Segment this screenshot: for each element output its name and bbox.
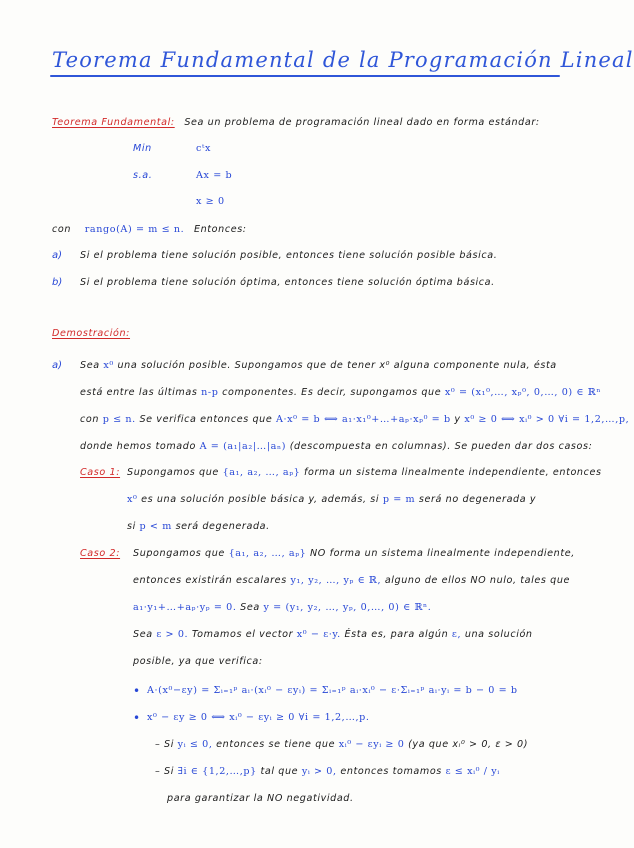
caso2-label: Caso 2:	[80, 548, 121, 559]
result: xᵢ⁰ − εyᵢ ≥ 0	[338, 739, 405, 750]
matrix-a: A = (a₁|a₂|…|aₙ)	[199, 441, 287, 452]
column-set: {a₁, a₂, …, aₚ}	[222, 467, 301, 478]
min-label: Min	[133, 143, 152, 154]
nonneg-constraint: x ≥ 0	[196, 196, 225, 207]
caso2-line-4	[133, 629, 533, 640]
caso1-line-2	[127, 494, 536, 505]
theorem-label: Teorema Fundamental:	[52, 117, 175, 128]
proof-label: Demostración:	[52, 328, 131, 339]
condition: yᵢ ≤ 0,	[177, 739, 213, 750]
text: Ésta es, para algún	[344, 629, 449, 640]
text: está entre las últimas	[80, 387, 198, 398]
y-vector: y = (y₁, y₂, …, yₚ, 0,…, 0) ∈ ℝⁿ.	[263, 602, 432, 613]
n-minus-p: n-p	[201, 387, 219, 398]
equation-ax: A·x⁰ = b ⟺ a₁·x₁⁰+…+aₚ·xₚ⁰ = b	[275, 414, 451, 425]
proof-line-3	[80, 414, 629, 425]
sub-case-2	[155, 766, 500, 777]
scalars-y: y₁, y₂, …, yₚ ∈ ℝ,	[290, 575, 382, 586]
caso2-line-3	[133, 602, 431, 613]
text: y	[454, 414, 461, 425]
sa-label: s.a.	[133, 170, 153, 181]
text: componentes. Es decir, supongamos que	[222, 387, 442, 398]
text: Tomamos el vector	[191, 629, 294, 640]
rank-line	[52, 224, 247, 235]
theorem-intro: Sea un problema de programación lineal dado en forma estándar:	[184, 117, 540, 128]
text: Sea	[240, 602, 260, 613]
text: será degenerada.	[175, 521, 270, 532]
equation-nonneg: x⁰ ≥ 0 ⟺ xᵢ⁰ > 0 ∀i = 1,2,…,p,	[464, 414, 630, 425]
text: – Si	[155, 739, 175, 750]
condition-2: yᵢ > 0,	[301, 766, 337, 777]
bullet-icon: •	[133, 711, 141, 725]
text: con	[80, 414, 100, 425]
text: si	[127, 521, 136, 532]
caso2-line-5: posible, ya que verifica:	[133, 656, 263, 667]
title-underline	[50, 75, 560, 77]
bullet-2-equation: x⁰ − εy ≥ 0 ⟺ xᵢ⁰ − εyᵢ ≥ 0 ∀i = 1,2,…,p.	[147, 712, 370, 723]
item-b-label: b)	[52, 277, 63, 288]
condition: ∃i ∈ {1,2,…,p}	[177, 766, 257, 777]
text: entonces se tiene que	[216, 739, 336, 750]
item-a-text: Si el problema tiene solución posible, entonces tiene solución posible básica.	[80, 250, 498, 261]
bullet-1-equation: A·(x⁰−εy) = Σᵢ₌₁ᵖ aᵢ·(xᵢ⁰ − εyᵢ) = Σᵢ₌₁ᵖ aᵢ·xᵢ⁰ − ε·Σᵢ₌₁ᵖ aᵢ·yᵢ = b − 0 = b	[147, 685, 518, 696]
objective: cᵗx	[196, 143, 211, 154]
text: – Si	[155, 766, 175, 777]
x0-symbol: x⁰	[103, 360, 114, 371]
text: (ya que xᵢ⁰ > 0, ε > 0)	[408, 739, 529, 750]
text: entonces existirán escalares	[133, 575, 287, 586]
text: (descompuesta en columnas). Se pueden dar dos casos:	[289, 441, 593, 452]
proof-line-2	[80, 387, 601, 398]
caso1-label: Caso 1:	[80, 467, 121, 478]
item-b-text: Si el problema tiene solución óptima, entonces tiene solución óptima básica.	[80, 277, 495, 288]
proof-line-4	[80, 441, 592, 452]
proof-a-label: a)	[52, 360, 63, 371]
p-eq-m: p = m	[382, 494, 416, 505]
text: Supongamos que	[127, 467, 219, 478]
text: Sea	[80, 360, 100, 371]
text: Sea	[133, 629, 153, 640]
x0-symbol: x⁰	[127, 494, 138, 505]
theorem-statement-line	[52, 117, 540, 128]
entonces-text: Entonces:	[193, 224, 247, 235]
sub-case-1	[155, 739, 528, 750]
text: NO forma un sistema linealmente independiente,	[310, 548, 575, 559]
con-prefix: con	[52, 224, 72, 235]
item-a-label: a)	[52, 250, 63, 261]
text: una solución	[464, 629, 533, 640]
caso2-line-1	[133, 548, 575, 559]
p-lt-m: p < m	[139, 521, 172, 532]
last-line: para garantizar la NO negatividad.	[167, 793, 354, 804]
text: alguno de ellos NO nulo, tales que	[384, 575, 571, 586]
page-title: Teorema Fundamental de la Programación Lineal	[52, 48, 634, 72]
epsilon-bound: ε ≤ xᵢ⁰ / yᵢ	[445, 766, 500, 777]
caso1-line-1	[127, 467, 602, 478]
epsilon-positive: ε > 0.	[156, 629, 189, 640]
epsilon: ε,	[451, 629, 462, 640]
text: tal que	[260, 766, 299, 777]
text: donde hemos tomado	[80, 441, 196, 452]
proof-line-1	[80, 360, 557, 371]
rank-condition: rango(A) = m ≤ n.	[84, 224, 185, 235]
text: Supongamos que	[133, 548, 225, 559]
column-set: {a₁, a₂, …, aₚ}	[228, 548, 307, 559]
caso2-line-2	[133, 575, 570, 586]
text: será no degenerada y	[418, 494, 537, 505]
x0-vector: x⁰ = (x₁⁰,…, xₚ⁰, 0,…, 0) ∈ ℝⁿ	[444, 387, 602, 398]
text: es una solución posible básica y, además, si	[141, 494, 380, 505]
bullet-icon: •	[133, 684, 141, 698]
text: Se verifica entonces que	[139, 414, 273, 425]
text: forma un sistema linealmente independiente, entonces	[304, 467, 602, 478]
constraint: Ax = b	[196, 170, 233, 181]
caso1-line-3	[127, 521, 270, 532]
new-vector: x⁰ − ε·y.	[296, 629, 341, 640]
text: una solución posible. Supongamos que de tener x⁰ alguna componente nula, ésta	[117, 360, 557, 371]
linear-combination: a₁·y₁+…+aₚ·yₚ = 0.	[133, 602, 237, 613]
text: entonces tomamos	[340, 766, 442, 777]
p-le-n: p ≤ n.	[102, 414, 136, 425]
